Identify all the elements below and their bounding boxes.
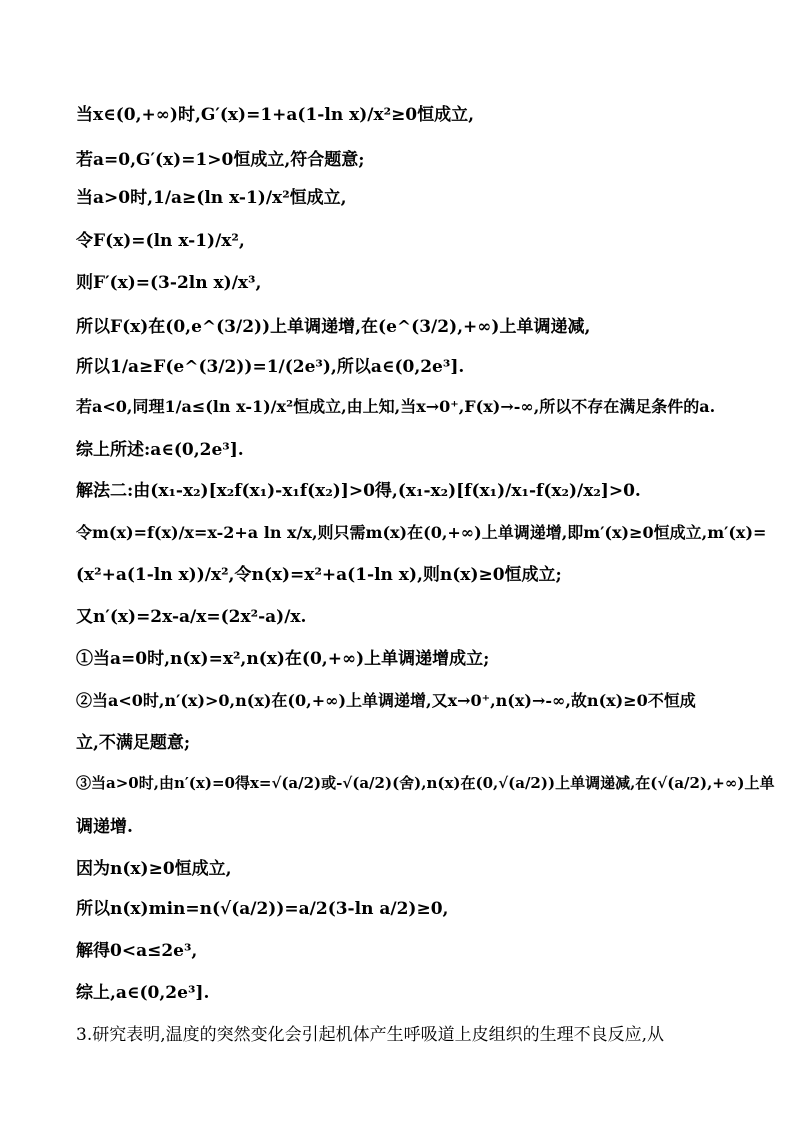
text-line-7: 所以1/a≥F(e^(3/2))=1/(2e³),所以a∈(0,2e³]. bbox=[76, 357, 465, 377]
text-line-23: 3.研究表明,温度的突然变化会引起机体产生呼吸道上皮组织的生理不良反应,从 bbox=[76, 1025, 665, 1045]
text-line-22: 综上,a∈(0,2e³]. bbox=[76, 983, 210, 1003]
text-line-17: ③当a>0时,由n′(x)=0得x=√(a/2)或-√(a/2)(舍),n(x)在(0,√(a/2))上单调递减,在(√(a/2),+∞)上单 bbox=[76, 774, 775, 792]
text-line-4: 令F(x)=(ln x-1)/x², bbox=[76, 231, 245, 251]
text-line-6: 所以F(x)在(0,e^(3/2))上单调递增,在(e^(3/2),+∞)上单调递减, bbox=[76, 317, 591, 337]
text-line-9: 综上所述:a∈(0,2e³]. bbox=[76, 440, 244, 460]
text-line-21: 解得0<a≤2e³, bbox=[76, 941, 198, 961]
text-line-3: 当a>0时,1/a≥(ln x-1)/x²恒成立, bbox=[76, 188, 347, 208]
text-line-1: 当x∈(0,+∞)时,G′(x)=1+a(1-ln x)/x²≥0恒成立, bbox=[76, 105, 475, 125]
text-line-5: 则F′(x)=(3-2ln x)/x³, bbox=[76, 273, 262, 293]
text-line-8: 若a<0,同理1/a≤(ln x-1)/x²恒成立,由上知,当x→0⁺,F(x)→-∞,所以不存在满足条件的a. bbox=[76, 397, 716, 416]
text-line-10: 解法二:由(x₁-x₂)[x₂f(x₁)-x₁f(x₂)]>0得,(x₁-x₂)[f(x₁)/x₁-f(x₂)/x₂]>0. bbox=[76, 481, 641, 501]
text-line-18: 调递增. bbox=[76, 817, 133, 837]
text-line-16: 立,不满足题意; bbox=[76, 733, 191, 753]
text-line-12: (x²+a(1-ln x))/x²,令n(x)=x²+a(1-ln x),则n(x)≥0恒成立; bbox=[76, 565, 562, 585]
text-line-13: 又n′(x)=2x-a/x=(2x²-a)/x. bbox=[76, 607, 307, 627]
text-line-19: 因为n(x)≥0恒成立, bbox=[76, 859, 232, 879]
text-line-2: 若a=0,G′(x)=1>0恒成立,符合题意; bbox=[76, 150, 365, 170]
text-line-14: ①当a=0时,n(x)=x²,n(x)在(0,+∞)上单调递增成立; bbox=[76, 649, 490, 669]
text-line-11: 令m(x)=f(x)/x=x-2+a ln x/x,则只需m(x)在(0,+∞)上单调递增,即m′(x)≥0恒成立,m′(x)= bbox=[76, 523, 767, 542]
text-line-20: 所以n(x)min=n(√(a/2))=a/2(3-ln a/2)≥0, bbox=[76, 899, 449, 919]
text-line-15: ②当a<0时,n′(x)>0,n(x)在(0,+∞)上单调递增,又x→0⁺,n(x)→-∞,故n(x)≥0不恒成 bbox=[76, 691, 696, 710]
